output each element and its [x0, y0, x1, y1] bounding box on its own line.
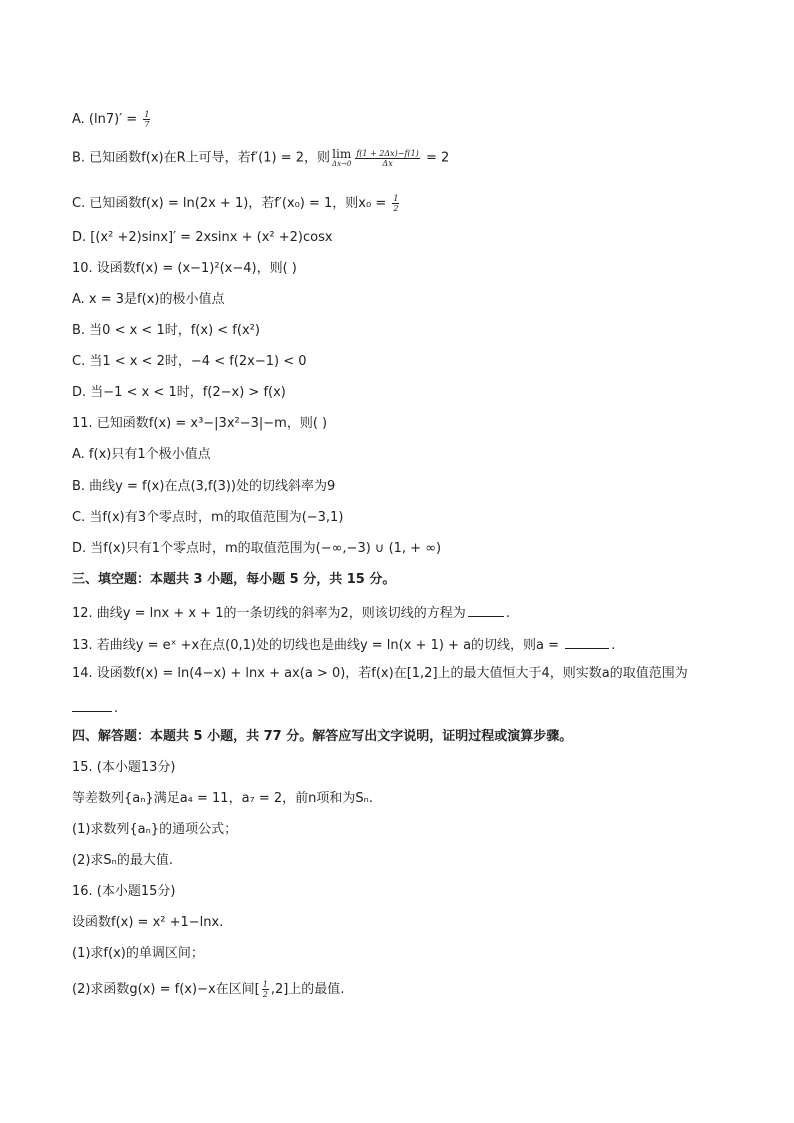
question-text: 13. 若曲线y = eˣ +x在点(0,1)处的切线也是曲线y = ln(x + 1) + a的切线，则a = — [72, 638, 564, 653]
section-4-heading: 四、解答题：本题共 5 小题，共 77 分。解答应写出文字说明，证明过程或演算步骤。 — [72, 729, 573, 744]
fraction-denominator: Δx — [382, 158, 393, 168]
question-text: (2)求函数g(x) = f(x)−x在区间[ — [72, 982, 260, 997]
limit-subscript: Δx→0 — [332, 160, 352, 168]
q10-option-d: D. 当−1 < x < 1时，f(2−x) > f(x) — [72, 385, 286, 400]
fraction-numerator: 1 — [393, 194, 399, 203]
q11-option-c: C. 当f(x)有3个零点时，m的取值范围为(−3,1) — [72, 510, 344, 525]
question-16-part-1: (1)求f(x)的单调区间； — [72, 946, 204, 961]
limit-text: lim — [332, 147, 352, 161]
question-text-end: ,2]上的最值. — [270, 982, 345, 997]
q11-option-a: A. f(x)只有1个极小值点 — [72, 447, 211, 462]
q10-option-b: B. 当0 < x < 1时，f(x) < f(x²) — [72, 323, 260, 338]
period: . — [114, 701, 119, 716]
answer-blank[interactable] — [565, 634, 609, 649]
fraction-numerator: 1 — [262, 980, 268, 989]
fraction — [355, 149, 419, 168]
option-text: B. 已知函数f(x)在R上可导，若f′(1) = 2，则 — [72, 150, 331, 166]
option-text: C. 已知函数f(x) = ln(2x + 1)，若f′(x₀) = 1，则x₀ = — [72, 196, 391, 211]
fraction-denominator: 2 — [262, 990, 268, 999]
q10-option-c: C. 当1 < x < 2时，−4 < f(2x−1) < 0 — [72, 354, 307, 369]
fraction-denominator: 7 — [144, 120, 150, 129]
question-15-header: 15. (本小题13分) — [72, 760, 176, 775]
question-13 — [72, 634, 744, 655]
fraction-numerator: 1 — [144, 110, 150, 119]
question-16-part-2 — [72, 980, 744, 999]
q11-option-d: D. 当f(x)只有1个零点时，m的取值范围为(−∞,−3) ∪ (1, + ∞) — [72, 541, 442, 556]
limit — [332, 148, 351, 168]
question-15-part-2: (2)求Sₙ的最大值. — [72, 853, 173, 868]
option-text-end: = 2 — [421, 150, 450, 166]
question-16-stem: 设函数f(x) = x² +1−lnx. — [72, 915, 224, 930]
fraction — [392, 194, 399, 213]
question-16-header: 16. (本小题15分) — [72, 884, 176, 899]
period: . — [611, 638, 616, 653]
option-text: A. (ln7)′ = — [72, 112, 142, 127]
answer-blank[interactable] — [468, 602, 504, 617]
question-15-stem: 等差数列{aₙ}满足a₄ = 11，a₇ = 2，前n项和为Sₙ. — [72, 791, 373, 806]
q10-option-a: A. x = 3是f(x)的极小值点 — [72, 292, 225, 307]
q9-option-d: D. [(x² +2)sinx]′ = 2xsinx + (x² +2)cosx — [72, 230, 333, 245]
fraction-numerator: f(1 + 2Δx)−f(1) — [356, 148, 419, 158]
question-10-stem: 10. 设函数f(x) = (x−1)²(x−4)，则( ) — [72, 261, 297, 276]
q9-option-c — [72, 194, 744, 213]
section-3-heading: 三、填空题：本题共 3 小题，每小题 5 分，共 15 分。 — [72, 572, 396, 587]
question-14: 14. 设函数f(x) = ln(4−x) + lnx + ax(a > 0)，若f(x)在[1,2]上的最大值恒大于4，则实数a的取值范围为 — [72, 666, 688, 681]
question-14-blank-line — [72, 697, 744, 718]
q9-option-b — [72, 148, 744, 168]
fraction — [262, 980, 269, 999]
question-12 — [72, 602, 744, 623]
fraction-denominator: 2 — [393, 204, 399, 213]
period: . — [505, 606, 510, 621]
q11-option-b: B. 曲线y = f(x)在点(3,f(3))处的切线斜率为9 — [72, 479, 336, 494]
q9-option-a — [72, 110, 744, 129]
fraction — [143, 110, 150, 129]
question-text: 12. 曲线y = lnx + x + 1的一条切线的斜率为2，则该切线的方程为 — [72, 606, 466, 621]
answer-blank[interactable] — [72, 697, 112, 712]
question-11-stem: 11. 已知函数f(x) = x³−|3x²−3|−m，则( ) — [72, 416, 328, 431]
question-15-part-1: (1)求数列{aₙ}的通项公式； — [72, 822, 238, 837]
